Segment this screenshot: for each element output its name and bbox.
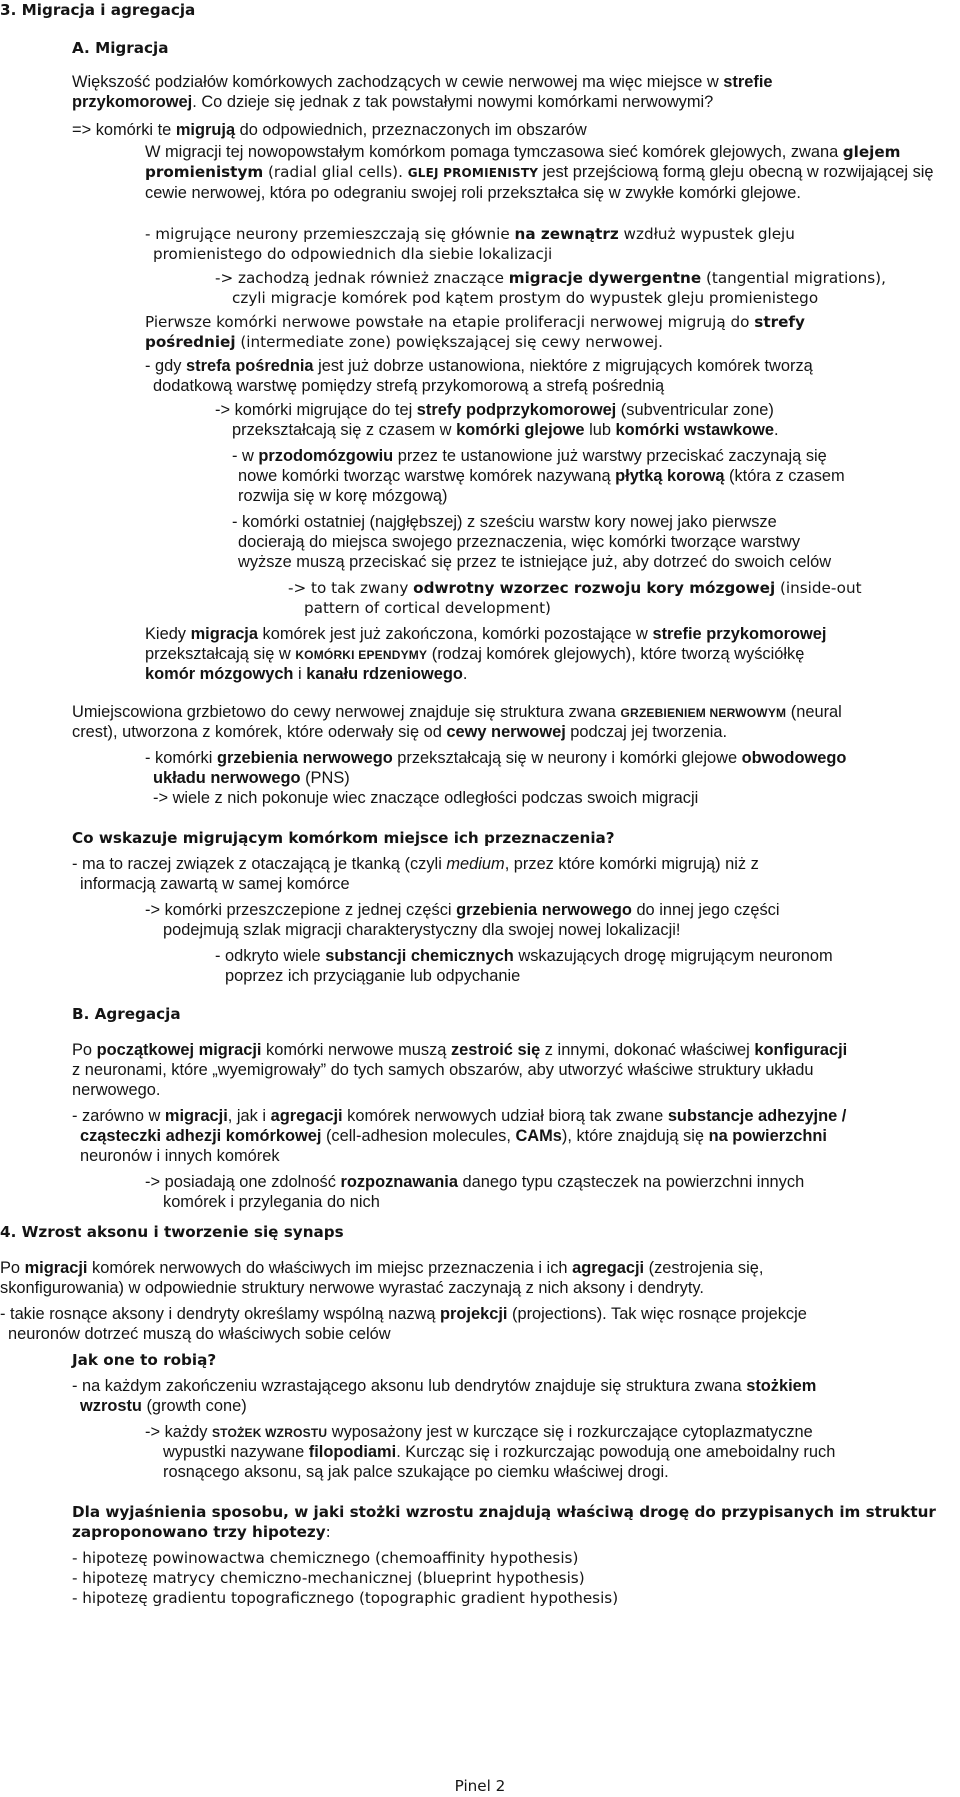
bullet-line: dodatkową warstwę pomiędzy strefą przykomorową a strefą pośrednią <box>153 377 665 395</box>
bullet-line: - gdy strefa pośrednia jest już dobrze ustanowiona, niektóre z migrujących komórek tworzą <box>145 357 813 375</box>
paragraph-line: skonfigurowania) w odpowiednie struktury nerwowe wyrastać zaczynają z nich aksony i dendryty. <box>0 1279 704 1297</box>
bullet-line: - zarówno w migracji, jak i agregacji komórek nerwowych udział biorą tak zwane substancje adhezyjne / <box>72 1107 847 1125</box>
paragraph-line: Umiejscowiona grzbietowo do cewy nerwowej znajduje się struktura zwana GRZEBIENIEM NERWOWYM (neural <box>72 703 842 721</box>
subsection-heading-a: A. Migracja <box>72 39 169 57</box>
arrow-line: -> to tak zwany odwrotny wzorzec rozwoju kory mózgowej (inside-out <box>288 579 862 597</box>
arrow-line: podejmują szlak migracji charakterystyczny dla swojej nowej lokalizacji! <box>163 921 681 939</box>
arrow-line: wypustki nazywane filopodiami. Kurcząc się i rozkurczając powodują one ameboidalny ruch <box>163 1443 836 1461</box>
arrow-line: pattern of cortical development) <box>304 599 551 617</box>
paragraph-line: Pierwsze komórki nerwowe powstałe na etapie proliferacji nerwowej migrują do strefy <box>145 313 805 331</box>
arrow-line: przekształcają się z czasem w komórki glejowe lub komórki wstawkowe. <box>232 421 779 439</box>
bullet-line: - w przodomózgowiu przez te ustanowione już warstwy przeciskać zaczynają się <box>232 447 827 465</box>
paragraph-line: przekształcają się w KOMÓRKI EPENDYMY (rodzaj komórek glejowych), które tworzą wyściółkę <box>145 645 805 663</box>
page-number: Pinel 2 <box>454 1777 506 1795</box>
section-heading-3: 3. Migracja i agregacja <box>0 1 196 19</box>
paragraph-line: Po migracji komórek nerwowych do właściwych im miejsc przeznaczenia i ich agregacji (zestrojenia się, <box>0 1259 764 1277</box>
paragraph-line: komór mózgowych i kanału rdzeniowego. <box>145 665 468 683</box>
question-heading: Jak one to robią? <box>72 1351 217 1369</box>
paragraph-line: Po początkowej migracji komórki nerwowe muszą zestroić się z innymi, dokonać właściwej konfiguracji <box>72 1041 848 1059</box>
arrow-line: rosnącego aksonu, są jak palce szukające po ciemku właściwej drogi. <box>163 1463 669 1481</box>
paragraph-line: nerwowego. <box>72 1081 161 1099</box>
bullet-line: cząsteczki adhezji komórkowej (cell-adhesion molecules, CAMs), które znajdują się na powierzchni <box>80 1127 827 1145</box>
bullet-line: - komórki ostatniej (najgłębszej) z sześciu warstw kory nowej jako pierwsze <box>232 513 777 531</box>
section-heading-4: 4. Wzrost aksonu i tworzenie się synaps <box>0 1223 344 1241</box>
bullet-line: rozwija się w korę mózgową) <box>238 487 448 505</box>
bullet-line: poprzez ich przyciąganie lub odpychanie <box>225 967 521 985</box>
bullet-line: - odkryto wiele substancji chemicznych wskazujących drogę migrującym neuronom <box>215 947 833 965</box>
arrow-line: -> zachodzą jednak również znaczące migracje dywergentne (tangential migrations), <box>215 269 886 287</box>
paragraph-line: Dla wyjaśnienia sposobu, w jaki stożki wzrostu znajdują właściwą drogę do przypisanych im struktur <box>72 1503 936 1521</box>
bullet-line: układu nerwowego (PNS) <box>153 769 350 787</box>
paragraph-line: zaproponowano trzy hipotezy: <box>72 1523 331 1541</box>
arrow-line: komórek i przylegania do nich <box>163 1193 380 1211</box>
paragraph-radial-glia: W migracji tej nowopowstałym komórkom pomaga tymczasowa sieć komórek glejowych, zwana glejem promienistym (radial glial cells). GLEJ PROMIENISTY jest przejściową formą gleju obecną w rozwijającej się cewie nerwowej, która po odegraniu swojej roli przekształca się w zwykłe komórki glejowe. <box>145 143 934 202</box>
bullet-line: neuronów dotrzeć muszą do właściwych sobie celów <box>8 1325 391 1343</box>
paragraph-line: crest), utworzona z komórek, które oderwały się od cewy nerwowej podczaj jej tworzenia. <box>72 723 728 741</box>
arrow-line: -> posiadają one zdolność rozpoznawania danego typu cząsteczek na powierzchni innych <box>145 1173 805 1191</box>
paragraph-line: z neuronami, które „wyemigrowały” do tych samych obszarów, aby utworzyć właściwe struktury układu <box>72 1061 814 1079</box>
arrow-line: -> komórki przeszczepione z jednej części grzebienia nerwowego do innej jego części <box>145 901 780 919</box>
bullet-line: wzrostu (growth cone) <box>80 1397 247 1415</box>
bullet-line: neuronów i innych komórek <box>80 1147 280 1165</box>
bullet-line: informacją zawartą w samej komórce <box>80 875 350 893</box>
paragraph-line: => komórki te migrują do odpowiednich, przeznaczonych im obszarów <box>72 121 587 139</box>
bullet-line: promienistego do odpowiednich dla siebie lokalizacji <box>153 245 553 263</box>
arrow-line: -> komórki migrujące do tej strefy podprzykomorowej (subventricular zone) <box>215 401 774 419</box>
hypothesis-item: - hipotezę gradientu topograficznego (topographic gradient hypothesis) <box>72 1589 619 1607</box>
paragraph-line: Większość podziałów komórkowych zachodzących w cewie nerwowej ma więc miejsce w strefie <box>72 73 773 91</box>
bullet-line: - ma to raczej związek z otaczającą je tkanką (czyli medium, przez które komórki migrują) niż z <box>72 855 759 873</box>
arrow-line: czyli migracje komórek pod kątem prostym do wypustek gleju promienistego <box>232 289 819 307</box>
arrow-line: -> każdy STOŻEK WZROSTU wyposażony jest w kurczące się i rozkurczające cytoplazmatyczne <box>145 1423 813 1441</box>
hypothesis-item: - hipotezę powinowactwa chemicznego (chemoaffinity hypothesis) <box>72 1549 579 1567</box>
bullet-line: - na każdym zakończeniu wzrastającego aksonu lub dendrytów znajduje się struktura zwana stożkiem <box>72 1377 817 1395</box>
page-footer <box>0 1777 960 1795</box>
arrow-line: -> wiele z nich pokonuje wiec znaczące odległości podczas swoich migracji <box>153 789 699 807</box>
paragraph-line: Kiedy migracja komórek jest już zakończona, komórki pozostające w strefie przykomorowej <box>145 625 827 643</box>
bullet-line: - takie rosnące aksony i dendryty określamy wspólną nazwą projekcji (projections). Tak więc rosnące projekcje <box>0 1305 807 1323</box>
subsection-heading-b: B. Agregacja <box>72 1005 181 1023</box>
question-heading: Co wskazuje migrującym komórkom miejsce ich przeznaczenia? <box>72 829 615 847</box>
bullet-line: - migrujące neurony przemieszczają się głównie na zewnątrz wzdłuż wypustek gleju <box>145 225 795 243</box>
bullet-line: nowe komórki tworząc warstwę komórek nazywaną płytką korową (która z czasem <box>238 467 845 485</box>
hypothesis-item: - hipotezę matrycy chemiczno-mechanicznej (blueprint hypothesis) <box>72 1569 585 1587</box>
paragraph-line: przykomorowej. Co dzieje się jednak z tak powstałymi nowymi komórkami nerwowymi? <box>72 93 714 111</box>
bullet-line: docierają do miejsca swojego przeznaczenia, więc komórki tworzące warstwy <box>238 533 801 551</box>
paragraph-line: pośredniej (intermediate zone) powiększającej się cewy nerwowej. <box>145 333 663 351</box>
bullet-line: - komórki grzebienia nerwowego przekształcają się w neurony i komórki glejowe obwodowego <box>145 749 847 767</box>
bullet-line: wyższe muszą przeciskać się przez te istniejące już, aby dotrzeć do swoich celów <box>238 553 832 571</box>
